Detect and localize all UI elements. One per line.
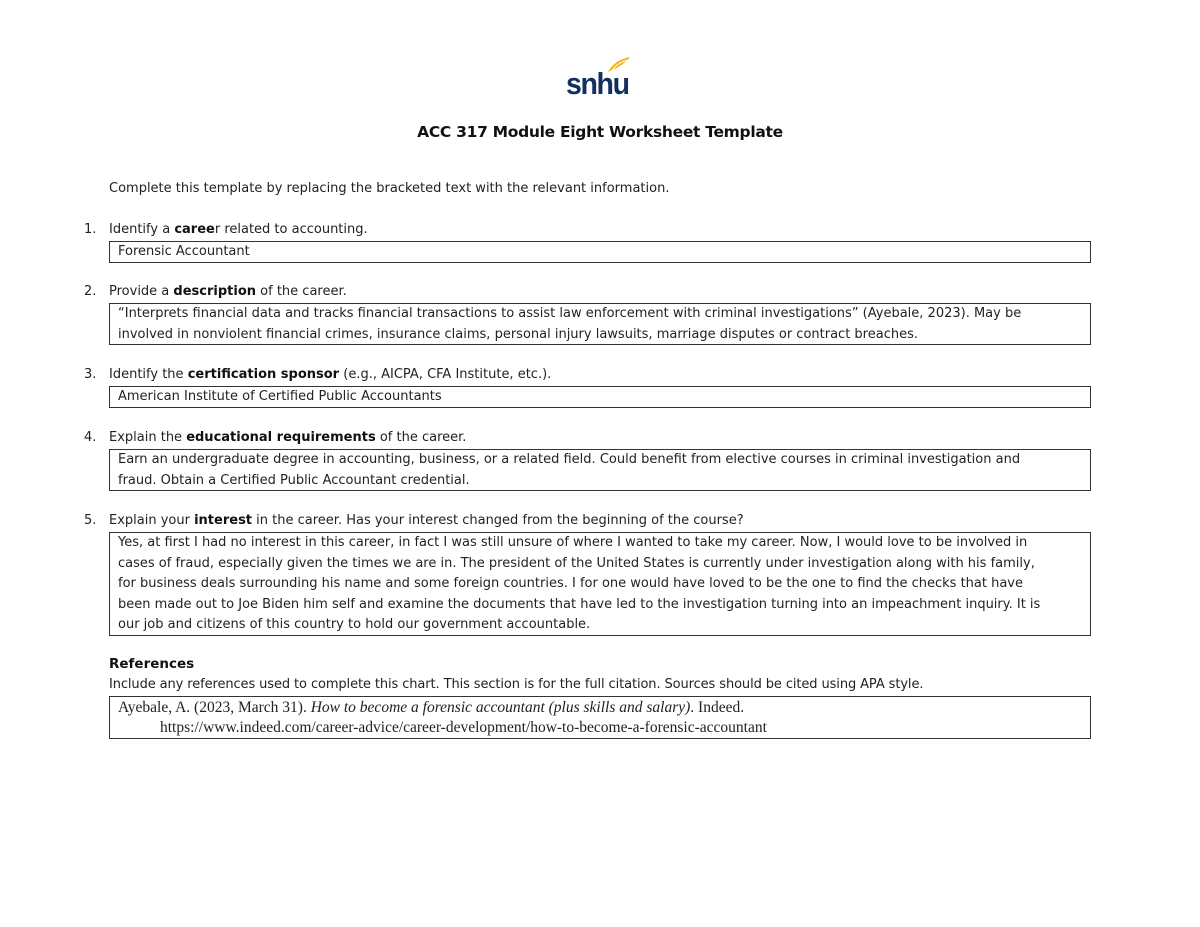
question-text: Identify a bbox=[109, 222, 175, 237]
references-box[interactable] bbox=[109, 696, 1091, 739]
answer-line: Yes, at first I had no interest in this career, in fact I was still unsure of where I wanted to take my career. Now, I would love to be involved in bbox=[118, 535, 1028, 550]
answer-text: American Institute of Certified Public Accountants bbox=[118, 389, 442, 404]
answer-line: our job and citizens of this country to hold our government accountable. bbox=[118, 617, 591, 632]
question-text: of the career. bbox=[375, 430, 467, 445]
citation-publisher: . Indeed. bbox=[690, 699, 745, 716]
answer-line: involved in nonviolent financial crimes, insurance claims, personal injury lawsuits, marriage disputes or contract breaches. bbox=[118, 326, 918, 342]
answer-line: cases of fraud, especially given the times we are in. The president of the United States is currently under investigation along with his family, bbox=[118, 555, 1035, 571]
question-text: (e.g., AICPA, CFA Institute, etc.). bbox=[339, 367, 552, 382]
answer-box-1[interactable] bbox=[109, 241, 1091, 263]
citation-author-date: Ayebale, A. (2023, March 31). bbox=[118, 699, 311, 716]
question-5 bbox=[84, 513, 744, 528]
references-heading: References bbox=[109, 656, 195, 672]
question-3 bbox=[84, 367, 551, 382]
snhu-logo bbox=[566, 56, 632, 102]
answer-box-2[interactable] bbox=[109, 303, 1091, 345]
references-instructions: Include any references used to complete this chart. This section is for the full citation. Sources should be cited using APA style. bbox=[109, 677, 924, 692]
answer-line: Earn an undergraduate degree in accounting, business, or a related field. Could benefit from elective courses in criminal investigation and bbox=[118, 452, 1021, 467]
answer-text: Forensic Accountant bbox=[118, 244, 250, 259]
question-text: Explain the bbox=[109, 430, 187, 445]
question-text: in the career. Has your interest changed from the beginning of the course? bbox=[252, 513, 744, 528]
question-keyword: interest bbox=[194, 513, 253, 528]
page-title: ACC 317 Module Eight Worksheet Template bbox=[417, 123, 783, 141]
question-text: r related to accounting. bbox=[214, 222, 368, 237]
answer-box-3[interactable] bbox=[109, 386, 1091, 408]
question-keyword: caree bbox=[174, 222, 215, 237]
question-1 bbox=[84, 222, 368, 237]
question-text: Identify the bbox=[109, 367, 188, 382]
answer-box-5[interactable] bbox=[109, 532, 1091, 636]
question-4 bbox=[84, 430, 466, 445]
citation-title: How to become a forensic accountant (plus skills and salary) bbox=[310, 699, 691, 716]
question-keyword: description bbox=[173, 284, 257, 299]
question-text: Explain your bbox=[109, 513, 195, 528]
intro-text: Complete this template by replacing the bracketed text with the relevant information. bbox=[109, 181, 670, 196]
question-2 bbox=[84, 284, 347, 299]
question-text: Provide a bbox=[109, 284, 174, 299]
question-number: 1. bbox=[84, 222, 97, 237]
answer-line: for business deals surrounding his name and some foreign countries. I for one would have loved to be the one to find the checks that have bbox=[118, 576, 1023, 591]
question-number: 3. bbox=[84, 367, 97, 382]
question-number: 2. bbox=[84, 284, 97, 299]
question-number: 4. bbox=[84, 430, 97, 445]
citation-url: https://www.indeed.com/career-advice/career-development/how-to-become-a-forensic-accountant bbox=[160, 719, 767, 736]
answer-box-4[interactable] bbox=[109, 449, 1091, 491]
citation-line bbox=[118, 698, 1082, 718]
logo-text: snhu bbox=[566, 66, 629, 101]
question-keyword: educational requirements bbox=[186, 430, 376, 445]
answer-line: fraud. Obtain a Certified Public Accountant credential. bbox=[118, 472, 470, 488]
answer-line: been made out to Joe Biden him self and examine the documents that have led to the investigation turning into an impeachment inquiry. It is bbox=[118, 596, 1041, 612]
question-text: of the career. bbox=[256, 284, 347, 299]
question-number: 5. bbox=[84, 513, 97, 528]
question-keyword: certification sponsor bbox=[187, 367, 340, 382]
answer-line: “Interprets financial data and tracks financial transactions to assist law enforcement with criminal investigations” (Ayebale, 2023). May be bbox=[118, 306, 1022, 321]
